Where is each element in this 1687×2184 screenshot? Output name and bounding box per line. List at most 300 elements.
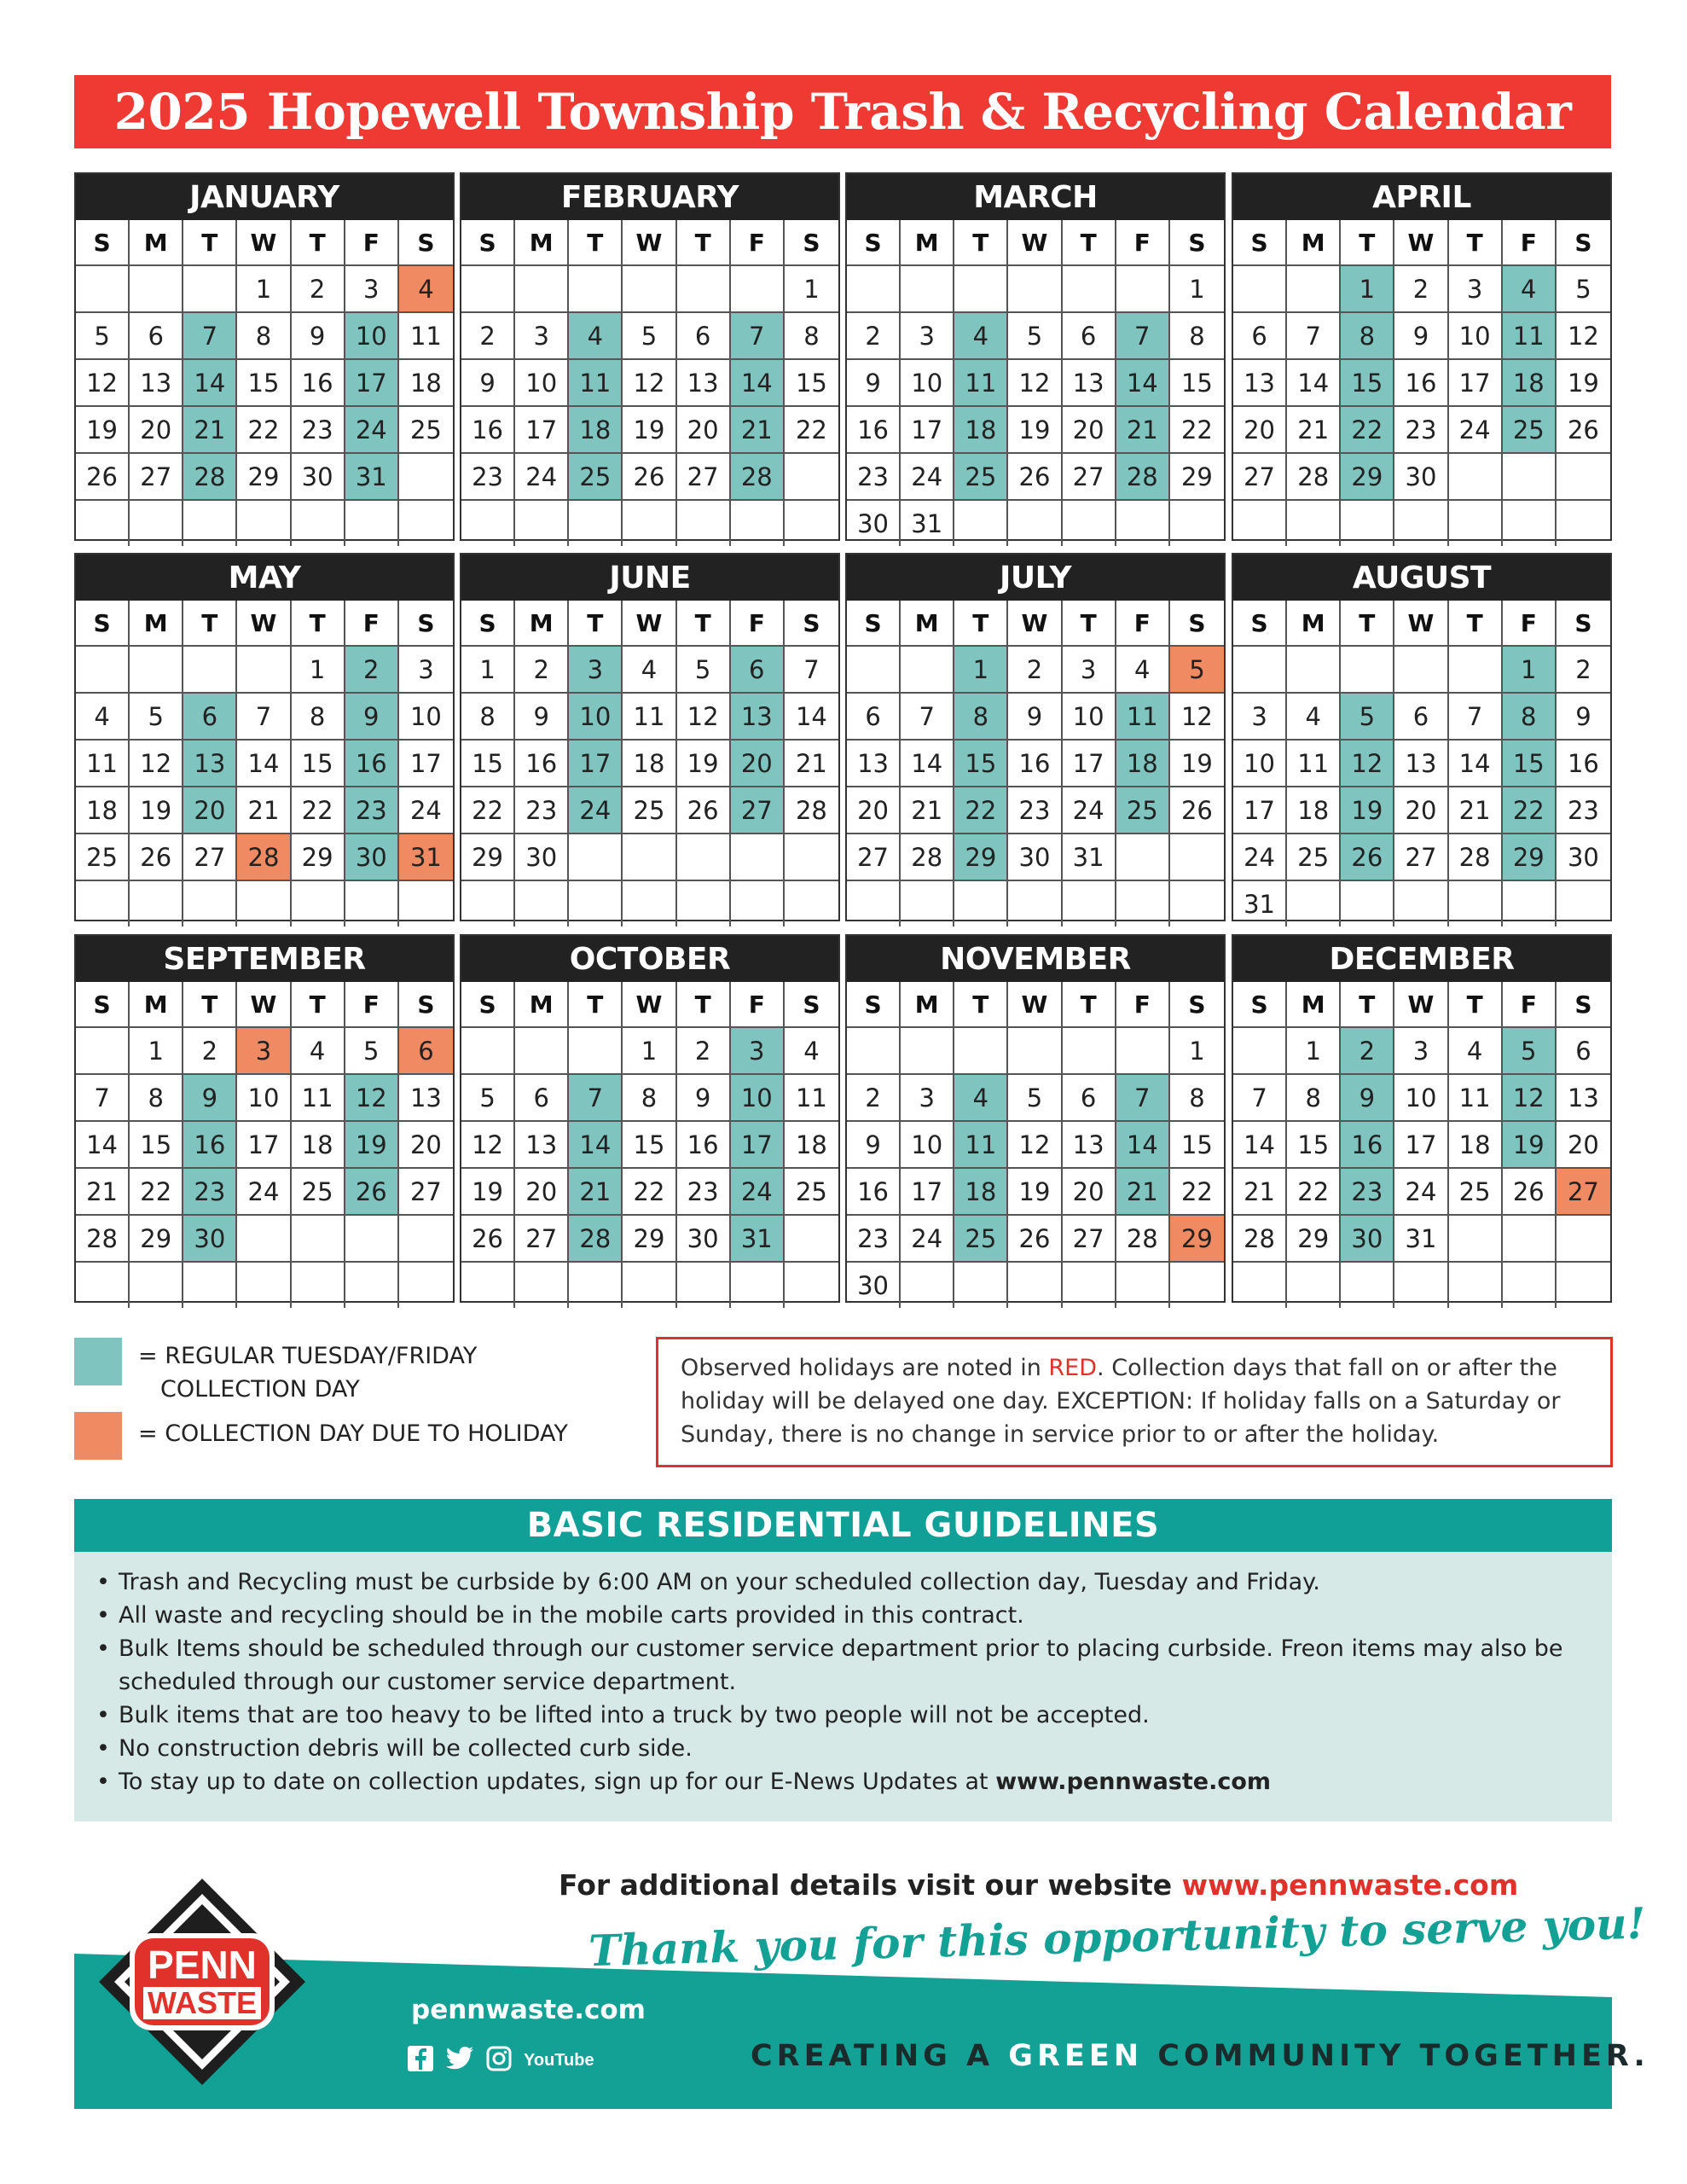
month-february — [460, 172, 840, 541]
youtube-icon[interactable] — [524, 2046, 594, 2071]
day-cell-holiday-collection: 29 — [1170, 1216, 1224, 1263]
instagram-icon[interactable] — [486, 2046, 512, 2071]
week-row — [461, 313, 838, 360]
week-row — [847, 694, 1224, 741]
day-cell: 5 — [623, 313, 676, 360]
regular-collection-swatch — [74, 1338, 122, 1385]
day-cell-regular-collection: 25 — [1116, 787, 1170, 834]
day-cell: 10 — [1233, 741, 1287, 787]
day-cell: 22 — [1287, 1169, 1341, 1216]
week-row — [1233, 834, 1610, 881]
weekday-header: F — [1503, 220, 1557, 266]
day-cell-regular-collection: 28 — [1116, 454, 1170, 501]
day-cell-holiday-collection: 6 — [399, 1028, 453, 1075]
weekday-header: S — [785, 601, 838, 647]
enews-link[interactable]: www.pennwaste.com — [995, 1769, 1272, 1795]
day-cell-regular-collection: 11 — [1116, 694, 1170, 741]
day-cell: 26 — [1557, 407, 1610, 454]
empty-cell — [515, 266, 569, 313]
empty-cell — [1008, 501, 1062, 546]
day-cell-regular-collection: 8 — [954, 694, 1008, 741]
day-cell: 23 — [461, 454, 515, 501]
empty-cell — [1394, 881, 1448, 926]
weekday-header: W — [1008, 601, 1062, 647]
empty-cell — [623, 1263, 676, 1308]
month-name: AUGUST — [1233, 555, 1610, 601]
penn-waste-logo — [96, 1875, 309, 2088]
day-cell: 10 — [515, 360, 569, 407]
month-name: MARCH — [847, 174, 1224, 220]
week-row — [1233, 1169, 1610, 1216]
day-cell: 20 — [1557, 1122, 1610, 1169]
day-cell: 30 — [677, 1216, 731, 1263]
guideline-item: • Bulk items that are too heavy to be lifted into a truck by two people will not be accepted. — [117, 1699, 1591, 1732]
regular-collection-legend — [138, 1339, 477, 1406]
day-cell-regular-collection: 4 — [954, 313, 1008, 360]
day-cell: 11 — [76, 741, 130, 787]
week-row — [76, 1028, 453, 1075]
week-row — [847, 1122, 1224, 1169]
day-cell: 20 — [399, 1122, 453, 1169]
day-cell: 18 — [292, 1122, 345, 1169]
week-row — [847, 1169, 1224, 1216]
week-row — [1233, 266, 1610, 313]
day-cell: 26 — [461, 1216, 515, 1263]
day-cell-regular-collection: 14 — [183, 360, 237, 407]
day-cell-regular-collection: 24 — [345, 407, 399, 454]
empty-cell — [515, 1028, 569, 1075]
empty-cell — [901, 647, 954, 694]
empty-cell — [1557, 1216, 1610, 1263]
empty-cell — [847, 647, 901, 694]
weekday-header: S — [76, 601, 130, 647]
weekday-header: S — [461, 982, 515, 1028]
weekday-header: W — [623, 982, 676, 1028]
empty-cell — [677, 881, 731, 926]
holiday-note-after: . Collection days that fall on or after the holiday will be delayed one day. EXCEPTION: If holiday falls on a Saturday or Sunday, there is no change in service prior to or after the holiday. — [681, 1355, 1561, 1448]
day-cell: 30 — [292, 454, 345, 501]
day-cell: 23 — [677, 1169, 731, 1216]
day-cell-regular-collection: 9 — [183, 1075, 237, 1122]
day-cell: 15 — [292, 741, 345, 787]
day-cell-holiday-collection: 3 — [237, 1028, 291, 1075]
weekday-header-row — [76, 220, 453, 266]
day-cell: 30 — [1008, 834, 1062, 881]
day-cell: 12 — [1557, 313, 1610, 360]
day-cell-regular-collection: 6 — [183, 694, 237, 741]
empty-cell — [677, 1263, 731, 1308]
empty-cell — [954, 266, 1008, 313]
day-cell: 27 — [399, 1169, 453, 1216]
empty-cell — [130, 647, 183, 694]
day-cell: 14 — [901, 741, 954, 787]
empty-cell — [901, 1263, 954, 1308]
empty-cell — [1341, 881, 1394, 926]
day-cell-regular-collection: 15 — [954, 741, 1008, 787]
day-cell: 8 — [292, 694, 345, 741]
day-cell: 21 — [785, 741, 838, 787]
day-cell-regular-collection: 21 — [183, 407, 237, 454]
day-cell-regular-collection: 14 — [1116, 360, 1170, 407]
day-cell: 13 — [515, 1122, 569, 1169]
day-cell: 4 — [1449, 1028, 1503, 1075]
day-cell-regular-collection: 3 — [569, 647, 623, 694]
empty-cell — [569, 834, 623, 881]
day-cell-regular-collection: 18 — [1116, 741, 1170, 787]
day-cell-regular-collection: 11 — [954, 1122, 1008, 1169]
day-cell-holiday: 27 — [1063, 1216, 1116, 1263]
day-cell: 6 — [1063, 313, 1116, 360]
weekday-header-row — [847, 982, 1224, 1028]
empty-cell — [1170, 501, 1224, 546]
day-cell-regular-collection: 21 — [1116, 1169, 1170, 1216]
week-row — [76, 1075, 453, 1122]
day-cell: 23 — [515, 787, 569, 834]
empty-cell — [1170, 1263, 1224, 1308]
weekday-header: F — [1116, 220, 1170, 266]
day-cell-regular-collection: 21 — [569, 1169, 623, 1216]
day-cell-regular-collection: 30 — [345, 834, 399, 881]
weekday-header: S — [785, 220, 838, 266]
day-cell: 7 — [76, 1075, 130, 1122]
empty-cell — [1008, 266, 1062, 313]
week-row — [1233, 454, 1610, 501]
empty-cell — [1063, 266, 1116, 313]
empty-cell — [76, 1028, 130, 1075]
day-cell: 16 — [461, 407, 515, 454]
weekday-header: W — [623, 220, 676, 266]
day-cell: 12 — [677, 694, 731, 741]
empty-cell — [1008, 1028, 1062, 1075]
weekday-header: T — [183, 601, 237, 647]
day-cell: 13 — [1063, 360, 1116, 407]
month-september — [74, 934, 455, 1303]
day-cell-holiday: 4 — [1116, 647, 1170, 694]
weekday-header: F — [1503, 982, 1557, 1028]
day-cell: 18 — [76, 787, 130, 834]
week-row — [847, 787, 1224, 834]
day-cell-regular-collection: 14 — [731, 360, 785, 407]
week-row — [847, 881, 1224, 926]
empty-cell — [1341, 501, 1394, 546]
day-cell: 16 — [677, 1122, 731, 1169]
empty-cell — [954, 501, 1008, 546]
empty-cell — [183, 881, 237, 926]
weekday-header: F — [345, 220, 399, 266]
day-cell: 18 — [1287, 787, 1341, 834]
week-row — [461, 1216, 838, 1263]
day-cell: 2 — [677, 1028, 731, 1075]
day-cell: 6 — [1063, 1075, 1116, 1122]
day-cell: 16 — [1394, 360, 1448, 407]
day-cell: 7 — [785, 647, 838, 694]
empty-cell — [731, 266, 785, 313]
week-row — [847, 647, 1224, 694]
day-cell: 25 — [785, 1169, 838, 1216]
week-row — [76, 454, 453, 501]
empty-cell — [785, 1216, 838, 1263]
weekday-header: S — [1233, 982, 1287, 1028]
empty-cell — [461, 881, 515, 926]
footer-site-link[interactable]: pennwaste.com — [411, 1995, 646, 2025]
empty-cell — [1170, 834, 1224, 881]
weekday-header: T — [569, 601, 623, 647]
day-cell: 9 — [847, 1122, 901, 1169]
twitter-icon[interactable] — [445, 2046, 474, 2071]
day-cell: 12 — [1008, 1122, 1062, 1169]
empty-cell — [954, 1028, 1008, 1075]
day-cell: 27 — [677, 454, 731, 501]
day-cell: 23 — [1557, 787, 1610, 834]
empty-cell — [1449, 881, 1503, 926]
day-cell-regular-collection: 11 — [1503, 313, 1557, 360]
day-cell: 14 — [237, 741, 291, 787]
day-cell: 22 — [237, 407, 291, 454]
day-cell-regular-collection: 23 — [183, 1169, 237, 1216]
day-cell: 9 — [292, 313, 345, 360]
week-row — [461, 501, 838, 546]
weekday-header: T — [1449, 601, 1503, 647]
day-cell: 13 — [1557, 1075, 1610, 1122]
day-cell: 18 — [623, 741, 676, 787]
month-april — [1232, 172, 1612, 541]
day-cell: 20 — [847, 787, 901, 834]
day-cell: 23 — [1394, 407, 1448, 454]
day-cell: 10 — [1063, 694, 1116, 741]
empty-cell — [623, 834, 676, 881]
day-cell: 6 — [130, 313, 183, 360]
day-cell: 15 — [1287, 1122, 1341, 1169]
week-row — [461, 1169, 838, 1216]
day-cell-regular-collection: 19 — [1341, 787, 1394, 834]
details-link[interactable]: www.pennwaste.com — [1181, 1868, 1519, 1902]
day-cell-regular-collection: 15 — [1503, 741, 1557, 787]
day-cell: 13 — [130, 360, 183, 407]
day-cell-regular-collection: 17 — [345, 360, 399, 407]
day-cell: 13 — [1394, 741, 1448, 787]
week-row — [847, 313, 1224, 360]
day-cell-regular-collection: 14 — [1116, 1122, 1170, 1169]
day-cell: 10 — [237, 1075, 291, 1122]
empty-cell — [183, 1263, 237, 1308]
weekday-header: S — [461, 601, 515, 647]
empty-cell — [1063, 881, 1116, 926]
week-row — [76, 834, 453, 881]
empty-cell — [785, 501, 838, 546]
empty-cell — [399, 1263, 453, 1308]
empty-cell — [1233, 647, 1287, 694]
day-cell-holiday-collection: 27 — [1557, 1169, 1610, 1216]
guidelines-body — [74, 1552, 1612, 1821]
empty-cell — [1170, 881, 1224, 926]
empty-cell — [130, 1263, 183, 1308]
day-cell-regular-collection: 22 — [954, 787, 1008, 834]
social-icons — [408, 2046, 594, 2071]
day-cell: 1 — [1170, 266, 1224, 313]
weekday-header: W — [237, 982, 291, 1028]
day-cell: 4 — [785, 1028, 838, 1075]
day-cell: 30 — [1557, 834, 1610, 881]
facebook-icon[interactable] — [408, 2046, 433, 2071]
day-cell: 16 — [1008, 741, 1062, 787]
week-row — [847, 360, 1224, 407]
empty-cell — [623, 266, 676, 313]
day-cell: 22 — [623, 1169, 676, 1216]
day-cell: 24 — [515, 454, 569, 501]
empty-cell — [569, 1263, 623, 1308]
weekday-header: T — [954, 601, 1008, 647]
day-cell: 10 — [901, 1122, 954, 1169]
day-cell: 27 — [1233, 454, 1287, 501]
day-cell-regular-collection: 26 — [1341, 834, 1394, 881]
empty-cell — [345, 881, 399, 926]
day-cell: 12 — [623, 360, 676, 407]
weekday-header: W — [1008, 220, 1062, 266]
day-cell: 27 — [1394, 834, 1448, 881]
empty-cell — [1503, 454, 1557, 501]
day-cell: 5 — [1008, 1075, 1062, 1122]
weekday-header: S — [76, 982, 130, 1028]
day-cell-regular-collection: 4 — [569, 313, 623, 360]
day-cell-regular-collection: 8 — [1503, 694, 1557, 741]
day-cell-regular-collection: 1 — [954, 647, 1008, 694]
day-cell: 27 — [1063, 454, 1116, 501]
empty-cell — [1449, 1216, 1503, 1263]
day-cell: 31 — [901, 501, 954, 546]
day-cell-holiday: 26 — [130, 834, 183, 881]
week-row — [847, 454, 1224, 501]
day-cell-regular-collection: 19 — [1503, 1122, 1557, 1169]
day-cell-regular-collection: 2 — [345, 647, 399, 694]
empty-cell — [785, 834, 838, 881]
weekday-header-row — [461, 982, 838, 1028]
day-cell-regular-collection: 7 — [1116, 1075, 1170, 1122]
day-cell: 8 — [785, 313, 838, 360]
day-cell-regular-collection: 28 — [731, 454, 785, 501]
day-cell: 10 — [901, 360, 954, 407]
empty-cell — [515, 501, 569, 546]
day-cell: 27 — [847, 834, 901, 881]
empty-cell — [569, 881, 623, 926]
day-cell-regular-collection: 18 — [569, 407, 623, 454]
weekday-header: S — [1557, 220, 1610, 266]
month-october — [460, 934, 840, 1303]
month-july — [845, 553, 1226, 921]
day-cell: 17 — [237, 1122, 291, 1169]
weekday-header: T — [1063, 220, 1116, 266]
empty-cell — [847, 1028, 901, 1075]
day-cell-regular-collection: 20 — [183, 787, 237, 834]
page-title: 2025 Hopewell Township Trash & Recycling Calendar — [74, 75, 1611, 148]
weekday-header-row — [76, 601, 453, 647]
day-cell-regular-collection: 30 — [1341, 1216, 1394, 1263]
weekday-header: M — [1287, 601, 1341, 647]
day-cell: 19 — [461, 1169, 515, 1216]
day-cell: 16 — [1557, 741, 1610, 787]
day-cell: 30 — [1394, 454, 1448, 501]
day-cell: 28 — [1233, 1216, 1287, 1263]
weekday-header: F — [731, 982, 785, 1028]
day-cell: 3 — [345, 266, 399, 313]
empty-cell — [461, 1263, 515, 1308]
weekday-header: M — [515, 220, 569, 266]
day-cell: 26 — [623, 454, 676, 501]
empty-cell — [569, 501, 623, 546]
empty-cell — [1503, 881, 1557, 926]
tagline — [751, 2039, 1649, 2073]
empty-cell — [569, 1028, 623, 1075]
day-cell: 8 — [130, 1075, 183, 1122]
weekday-header-row — [461, 220, 838, 266]
day-cell-regular-collection: 25 — [954, 1216, 1008, 1263]
week-row — [847, 407, 1224, 454]
weekday-header: T — [677, 220, 731, 266]
weekday-header: S — [1233, 601, 1287, 647]
day-cell-regular-collection: 28 — [569, 1216, 623, 1263]
weekday-header: S — [847, 601, 901, 647]
week-row — [847, 1075, 1224, 1122]
day-cell: 15 — [130, 1122, 183, 1169]
day-cell: 13 — [847, 741, 901, 787]
day-cell: 17 — [1063, 741, 1116, 787]
guideline-item: • Bulk Items should be scheduled through our customer service department prior to placing curbside. Freon items may also be scheduled through our customer service department. — [117, 1632, 1591, 1699]
empty-cell — [1063, 1263, 1116, 1308]
day-cell-regular-collection: 4 — [954, 1075, 1008, 1122]
day-cell: 8 — [237, 313, 291, 360]
day-cell: 1 — [623, 1028, 676, 1075]
day-cell-regular-collection: 25 — [1503, 407, 1557, 454]
day-cell: 19 — [623, 407, 676, 454]
day-cell: 8 — [1287, 1075, 1341, 1122]
day-cell-regular-collection: 29 — [954, 834, 1008, 881]
day-cell: 14 — [1449, 741, 1503, 787]
day-cell: 13 — [1233, 360, 1287, 407]
week-row — [1233, 694, 1610, 741]
thank-you-message: Thank you for this opportunity to serve you! — [588, 1897, 1647, 1977]
day-cell-regular-collection: 29 — [1341, 454, 1394, 501]
month-name: DECEMBER — [1233, 936, 1610, 982]
empty-cell — [1063, 501, 1116, 546]
weekday-header: T — [954, 220, 1008, 266]
day-cell: 2 — [1557, 647, 1610, 694]
weekday-header: F — [1116, 982, 1170, 1028]
empty-cell — [1449, 501, 1503, 546]
day-cell-regular-collection: 11 — [569, 360, 623, 407]
weekday-header: T — [677, 982, 731, 1028]
day-cell-regular-collection: 7 — [569, 1075, 623, 1122]
day-cell: 25 — [399, 407, 453, 454]
day-cell: 17 — [1449, 360, 1503, 407]
month-name: SEPTEMBER — [76, 936, 453, 982]
day-cell: 6 — [847, 694, 901, 741]
weekday-header-row — [1233, 982, 1610, 1028]
empty-cell — [237, 1263, 291, 1308]
day-cell: 11 — [623, 694, 676, 741]
day-cell: 2 — [847, 313, 901, 360]
day-cell-regular-collection: 13 — [731, 694, 785, 741]
day-cell-regular-collection: 22 — [1503, 787, 1557, 834]
empty-cell — [1557, 1263, 1610, 1308]
day-cell: 6 — [1394, 694, 1448, 741]
empty-cell — [1233, 1263, 1287, 1308]
day-cell: 5 — [130, 694, 183, 741]
week-row — [1233, 501, 1610, 546]
empty-cell — [901, 266, 954, 313]
day-cell: 21 — [901, 787, 954, 834]
day-cell: 11 — [1287, 741, 1341, 787]
day-cell: 20 — [515, 1169, 569, 1216]
empty-cell — [847, 881, 901, 926]
